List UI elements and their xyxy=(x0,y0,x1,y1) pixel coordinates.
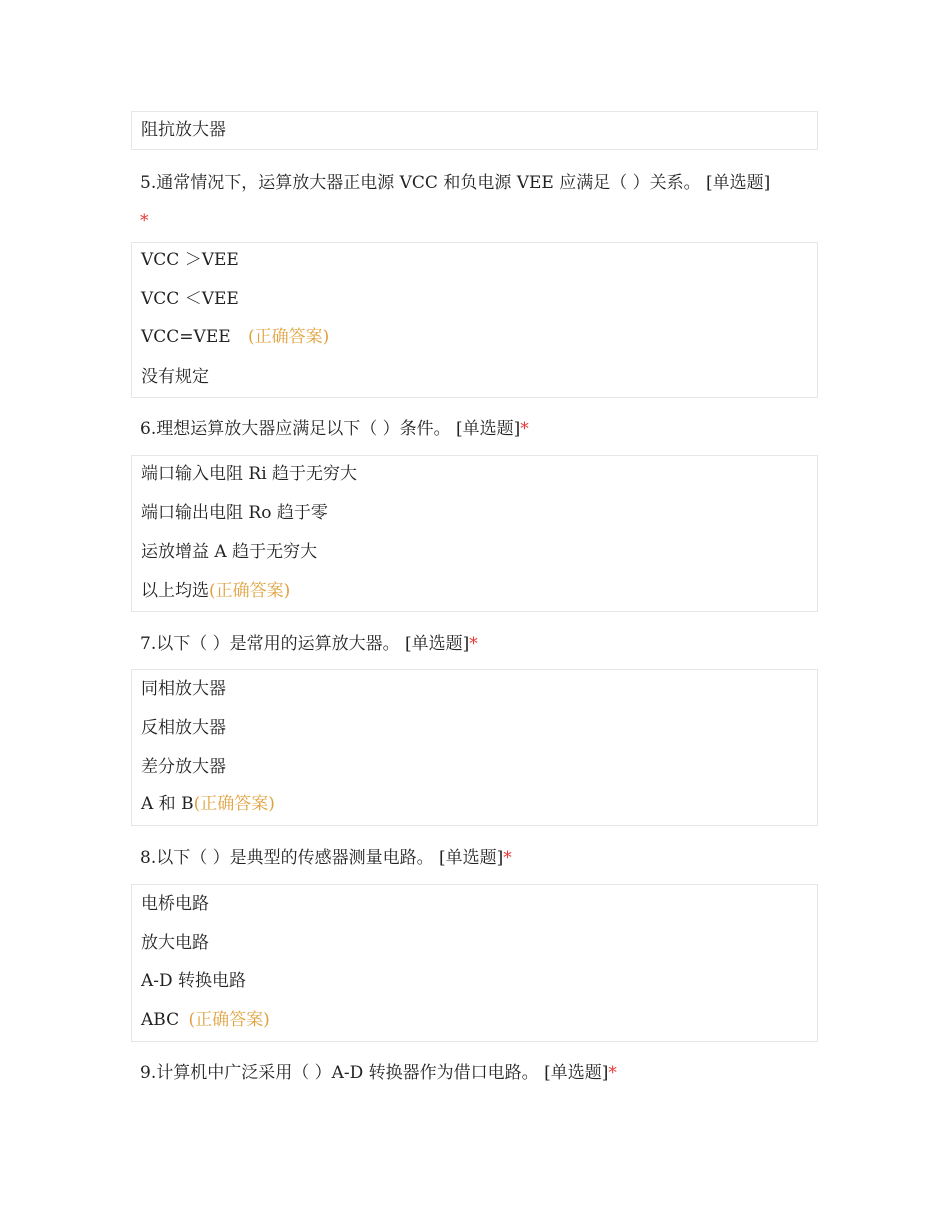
q6-option-d[interactable] xyxy=(141,580,290,602)
required-asterisk: * xyxy=(608,1063,617,1083)
q9-question xyxy=(140,1062,617,1084)
correct-answer-tag: (正确答案) xyxy=(188,1010,270,1030)
q6-option-c[interactable]: 运放增益 A 趋于无穷大 xyxy=(141,542,318,562)
q5-option-a[interactable]: VCC ＞VEE xyxy=(141,250,239,270)
q6-question-text: 6.理想运算放大器应满足以下（ ）条件。 [单选题] xyxy=(140,419,521,439)
q6-options-box xyxy=(131,455,818,612)
q6-option-b[interactable]: 端口输出电阻 Ro 趋于零 xyxy=(141,503,328,523)
correct-answer-tag: (正确答案) xyxy=(193,794,275,814)
q8-question-text: 8.以下（ ）是典型的传感器测量电路。 [单选题] xyxy=(140,848,504,868)
q5-option-d[interactable]: 没有规定 xyxy=(141,367,209,387)
q8-options-box xyxy=(131,884,818,1042)
q7-question-text: 7.以下（ ）是常用的运算放大器。 [单选题] xyxy=(140,634,470,654)
q8-option-d[interactable] xyxy=(141,1009,270,1031)
correct-answer-tag: (正确答案) xyxy=(209,581,291,601)
q5-option-c-text: VCC=VEE xyxy=(141,327,237,347)
q8-option-c[interactable]: A-D 转换电路 xyxy=(141,971,247,991)
q5-question xyxy=(140,172,770,194)
q7-question xyxy=(140,633,478,655)
q8-question xyxy=(140,847,512,869)
q8-option-a[interactable]: 电桥电路 xyxy=(141,894,209,914)
q7-option-d[interactable] xyxy=(141,793,275,815)
q7-options-box xyxy=(131,669,818,826)
q8-option-b[interactable]: 放大电路 xyxy=(141,933,209,953)
q6-option-d-text: 以上均选 xyxy=(141,581,209,601)
q5-options-box xyxy=(131,242,818,398)
q7-option-b[interactable]: 反相放大器 xyxy=(141,718,226,738)
required-asterisk: * xyxy=(503,848,512,868)
q9-question-text: 9.计算机中广泛采用（ ）A-D 转换器作为借口电路。 [单选题] xyxy=(140,1063,609,1083)
q7-option-c[interactable]: 差分放大器 xyxy=(141,757,226,777)
q5-required-mark xyxy=(140,210,149,232)
q4-options-box xyxy=(131,111,818,150)
q7-option-d-text: A 和 B xyxy=(141,794,194,814)
q6-option-a[interactable]: 端口输入电阻 Ri 趋于无穷大 xyxy=(141,464,358,484)
q5-option-c[interactable] xyxy=(141,326,329,348)
q7-option-a[interactable]: 同相放大器 xyxy=(141,679,226,699)
q5-option-b[interactable]: VCC ＜VEE xyxy=(141,289,239,309)
required-asterisk: * xyxy=(520,419,529,439)
required-asterisk: * xyxy=(140,211,149,231)
required-asterisk: * xyxy=(469,634,478,654)
q6-question xyxy=(140,418,529,440)
correct-answer-tag: (正确答案) xyxy=(248,327,330,347)
q8-option-d-text: ABC xyxy=(141,1010,185,1030)
q4-option-d[interactable]: 阻抗放大器 xyxy=(141,120,226,140)
q5-question-text: 5.通常情况下，运算放大器正电源 VCC 和负电源 VEE 应满足（ ）关系。 [单选题] xyxy=(140,173,771,193)
